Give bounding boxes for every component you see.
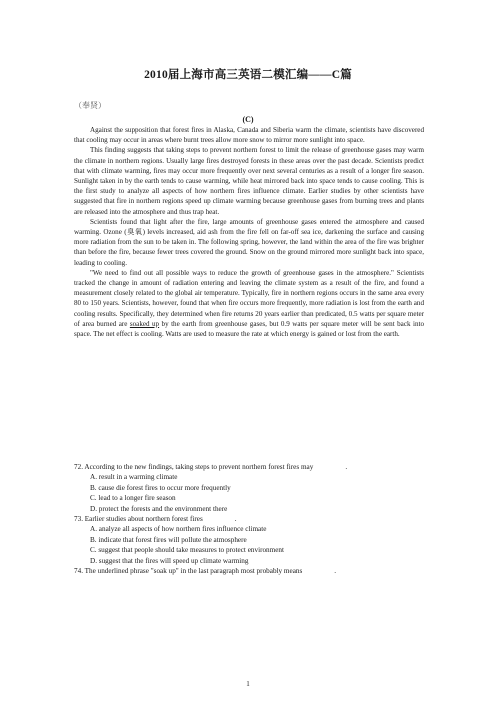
question-74: 74. The underlined phrase "soak up" in the last paragraph most probably means . (74, 567, 337, 576)
option: D. protect the forests and the environment there (90, 504, 228, 513)
section-label: (C) (242, 115, 254, 124)
source-label: （奉贤） (74, 101, 106, 110)
question-stem: 72. According to the new findings, taking steps to prevent northern forest fires may (74, 463, 314, 471)
question-72: 72. According to the new findings, taking steps to prevent northern forest fires may . (74, 463, 348, 471)
paragraph-4-before: "We need to find out all possible ways to reduce the growth of greenhouse gases in the atmosphere." Scientists tracked the change in amount of radiation entering and leaving the climate system as a result of the fire, and found a measurement closely related to the global air temperature. Typically, fire in northern regions occurs in the same area every 80 to 150 years. Scientists, however, found that when fire occurs more frequently, more radiation is lost from the earth and cooling results. Specifically, they determined when fire returns 20 years earlier than predicated, 0.5 watts per square meter of area burned are (74, 268, 424, 328)
paragraph-2: This finding suggests that taking steps to prevent northern forest to limit the release of greenhouse gases may warm the climate in northern regions. Usually large fires destroyed forests in these areas over the past decade. Scientists predict that with climate warming, fires may occur more frequently over next several centuries as a result of a longer fire season. Sunlight taken in by the earth tends to cause warming, while heat mirrored back into space tends to cause cooling. This is the first study to analyze all aspects of how northern fires influence climate. Earlier studies by other scientists have suggested that fire in northern regions speed up climate warming because greenhouse gases from burning trees and plants are released into the atmosphere and thus trap heat. (74, 146, 424, 216)
paragraph-4-after: by the earth from greenhouse gases, but 0.9 watts per square meter will be sent back into space. The net effect is cooling. Watts are used to measure the rate at which energy is gained or lost from the earth. (74, 319, 425, 339)
passage (74, 125, 424, 339)
option: C. lead to a longer fire season (90, 494, 176, 503)
option: B. cause die forest fires to occur more frequently (90, 483, 231, 492)
option: C. suggest that people should take measures to protect environment (90, 546, 285, 555)
option: D. suggest that the fires will speed up climate warming (90, 556, 249, 565)
option: A. analyze all aspects of how northern fires influence climate (90, 525, 267, 534)
paragraph-1: Against the supposition that forest fires in Alaska, Canada and Siberia warm the climate, scientists have discovered that cooling may occur in areas where burnt trees allow more snow to mirror more sunlight into space. (74, 126, 424, 145)
question-73: 73. Earlier studies about northern forest fires . (74, 515, 237, 524)
question-stem: 73. Earlier studies about northern forest fires (74, 515, 203, 524)
paragraph-3: Scientists found that light after the fire, large amounts of greenhouse gases entered the atmosphere and caused warming. Ozone (臭氧) levels increased, aid ash from the fire fell on far-off sea ice, darkening the surface and causing more radiation from the sun to be taken in. The following spring, however, the land within the area of the fire was brighter than before the fire, because fewer trees covered the ground. Snow on the ground mirrored more sunlight back into space, leading to cooling. (74, 217, 424, 267)
underlined-phrase: soaked up (129, 319, 160, 328)
option: B. indicate that forest fires will pollute the atmosphere (90, 535, 247, 544)
option: A. result in a warming climate (90, 473, 178, 482)
page-number: 1 (246, 680, 250, 688)
questions (74, 462, 424, 576)
paragraph-4 (74, 268, 424, 339)
page-title: 2010届上海市高三英语二模汇编——C篇 (144, 69, 352, 81)
question-stem: 74. The underlined phrase "soak up" in the last paragraph most probably means (74, 567, 303, 576)
